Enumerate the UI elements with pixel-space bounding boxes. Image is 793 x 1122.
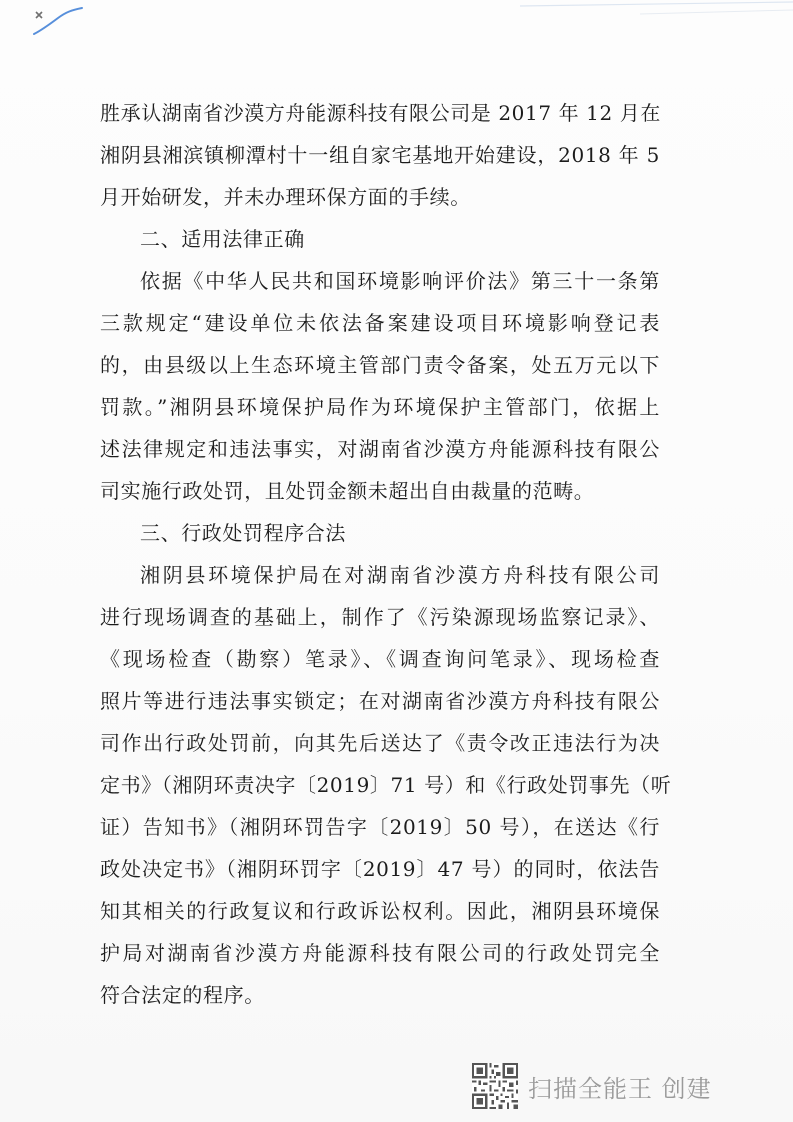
paragraph-2 xyxy=(100,260,660,512)
text-line: 三款规定“建设单位未依法备案建设项目环境影响登记表 xyxy=(100,311,660,335)
text-line: 照片等进行违法事实锁定；在对湖南省沙漠方舟科技有限公 xyxy=(100,689,660,713)
text-line: 定书》（湘阴环责决字〔2019〕71 号）和《行政处罚事先（听 xyxy=(100,773,672,797)
text-line: 月开始研发，并未办理环保方面的手续。 xyxy=(100,185,471,209)
text-line: 胜承认湖南省沙漠方舟能源科技有限公司是 2017 年 12 月在 xyxy=(100,101,661,125)
text-line: 进行现场调查的基础上，制作了《污染源现场监察记录》、 xyxy=(100,605,660,629)
text-line: 司实施行政处罚，且处罚金额未超出自由裁量的范畴。 xyxy=(100,479,595,503)
paragraph-1 xyxy=(100,92,660,218)
text-line: 罚款。”湘阴县环境保护局作为环境保护主管部门，依据上 xyxy=(100,395,660,419)
text-line: 述法律规定和违法事实，对湖南省沙漠方舟能源科技有限公 xyxy=(100,437,660,461)
text-line: 政处决定书》（湘阴环罚字〔2019〕47 号）的同时，依法告 xyxy=(100,857,660,881)
text-line: 《现场检查（勘察）笔录》、《调查询问笔录》、现场检查 xyxy=(100,647,660,671)
watermark-text: 扫描全能王 创建 xyxy=(528,1074,712,1103)
text-line: 依据《中华人民共和国环境影响评价法》第三十一条第 xyxy=(140,269,660,293)
scanner-watermark xyxy=(472,1062,712,1110)
text-line: 护局对湖南省沙漠方舟能源科技有限公司的行政处罚完全 xyxy=(100,941,660,965)
text-line: 湘阴县环境保护局在对湖南省沙漠方舟科技有限公司 xyxy=(140,563,660,587)
qr-code-icon xyxy=(472,1063,518,1109)
text-line: 司作出行政处罚前，向其先后送达了《责令改正违法行为决 xyxy=(100,731,660,755)
text-line: 符合法定的程序。 xyxy=(100,983,265,1007)
paragraph-3 xyxy=(100,554,672,1016)
scan-streak xyxy=(520,0,793,24)
text-line: 证）告知书》（湘阴环罚告字〔2019〕50 号），在送达《行 xyxy=(100,815,660,839)
document-body xyxy=(100,92,672,1016)
text-line: 的，由县级以上生态环境主管部门责令备案，处五万元以下 xyxy=(100,353,660,377)
text-line: 知其相关的行政复议和行政诉讼权利。因此，湘阴县环境保 xyxy=(100,899,660,923)
section-heading-applicable-law: 二、适用法律正确 xyxy=(140,227,305,251)
text-line: 湘阴县湘滨镇柳潭村十一组自家宅基地开始建设，2018 年 5 xyxy=(100,143,660,167)
section-heading-procedure: 三、行政处罚程序合法 xyxy=(140,521,346,545)
blue-pen-mark-icon xyxy=(28,4,88,44)
